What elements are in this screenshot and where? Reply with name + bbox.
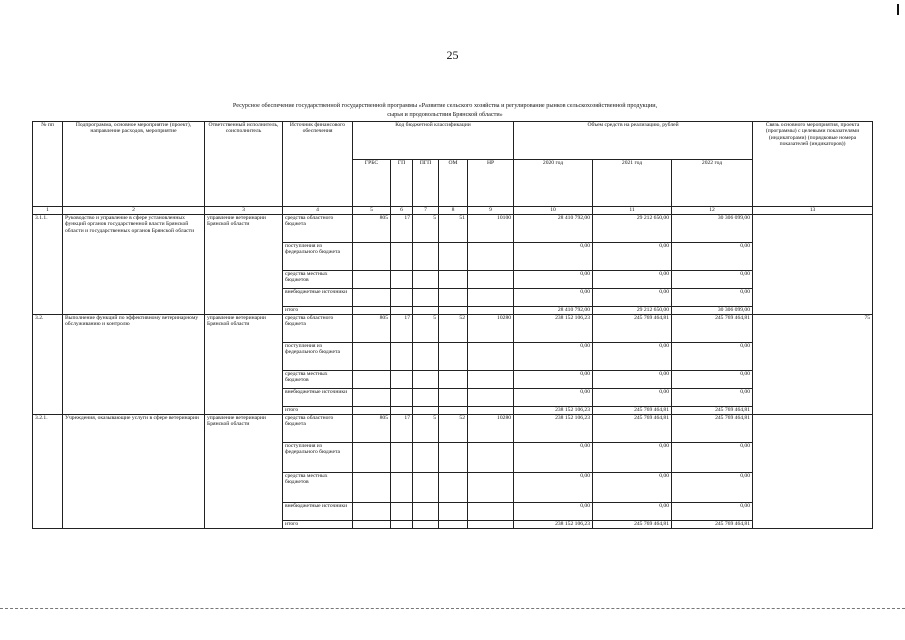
source-extra-budgetary: внебюджетные источники — [283, 503, 353, 521]
amount-2022: 0,00 — [672, 289, 753, 307]
title-line-1: Ресурсное обеспечение государственной государственной программы «Развитие сельского хозяйства и регулирование рынков сельскохозяйственной продукции, — [232, 102, 658, 109]
column-number: 11 — [593, 207, 672, 215]
code-grbs: 805 — [353, 315, 391, 343]
source-total: итого — [283, 307, 353, 315]
source-local: средства местных бюджетов — [283, 371, 353, 389]
code-pgp: 5 — [413, 415, 439, 443]
code-gp: 17 — [391, 315, 413, 343]
document-title — [150, 101, 740, 119]
header-2022: 2022 год — [672, 160, 753, 207]
amount-2020: 0,00 — [514, 289, 593, 307]
measure-name: Руководство и управление в сфере установленных функций органов государственной власти Брянской области и государственных органов Брянской области — [63, 215, 205, 315]
executor: управление ветеринарии Брянской области — [205, 215, 283, 315]
source-total: итого — [283, 521, 353, 529]
amount-2021: 0,00 — [593, 503, 672, 521]
indicator-link: 75 — [753, 315, 873, 415]
page-edge-mark — [897, 4, 899, 15]
amount-2022: 245 769 464,81 — [672, 415, 753, 443]
source-extra-budgetary: внебюджетные источники — [283, 289, 353, 307]
indicator-link — [753, 215, 873, 315]
code-gp: 17 — [391, 215, 413, 243]
resource-table — [32, 121, 873, 529]
column-number: 8 — [439, 207, 468, 215]
page-number: 25 — [446, 48, 459, 62]
header-volume: Объем средств на реализацию, рублей — [514, 122, 753, 160]
amount-2020: 0,00 — [514, 343, 593, 371]
amount-2022: 0,00 — [672, 389, 753, 407]
amount-2021: 29 212 650,00 — [593, 215, 672, 243]
amount-2022: 0,00 — [672, 343, 753, 371]
header-source: Источник финансового обеспечения — [283, 122, 353, 207]
row-number: 3.2. — [33, 315, 63, 415]
column-number: 4 — [283, 207, 353, 215]
header-executor: Ответственный исполнитель, соисполнитель — [205, 122, 283, 207]
source-regional: средства областного бюджета — [283, 215, 353, 243]
amount-2021: 245 769 464,81 — [593, 415, 672, 443]
row-number: 3.2.1. — [33, 415, 63, 529]
amount-2022: 0,00 — [672, 473, 753, 503]
amount-2022: 30 306 099,00 — [672, 215, 753, 243]
measure-name: Выполнение функций по эффективному ветеринарному обслуживанию и контролю — [63, 315, 205, 415]
total-2022: 245 769 464,81 — [672, 407, 753, 415]
scan-artifact-line — [0, 608, 905, 609]
code-gp: 17 — [391, 415, 413, 443]
amount-2020: 0,00 — [514, 371, 593, 389]
amount-2021: 0,00 — [593, 343, 672, 371]
amount-2020: 0,00 — [514, 389, 593, 407]
total-2021: 29 212 650,00 — [593, 307, 672, 315]
amount-2020: 0,00 — [514, 443, 593, 473]
source-federal: поступления из федерального бюджета — [283, 443, 353, 473]
column-number: 6 — [391, 207, 413, 215]
title-line-2: сырья и продовольствия Брянской области» — [387, 111, 503, 118]
header-om: ОМ — [439, 160, 468, 207]
amount-2022: 0,00 — [672, 371, 753, 389]
amount-2021: 0,00 — [593, 473, 672, 503]
amount-2020: 238 152 106,23 — [514, 415, 593, 443]
source-local: средства местных бюджетов — [283, 473, 353, 503]
header-2020: 2020 год — [514, 160, 593, 207]
source-local: средства местных бюджетов — [283, 271, 353, 289]
amount-2021: 0,00 — [593, 371, 672, 389]
code-grbs: 805 — [353, 215, 391, 243]
amount-2020: 238 152 106,23 — [514, 315, 593, 343]
indicator-link — [753, 415, 873, 529]
code-nr: 10280 — [468, 315, 514, 343]
header-gp: ГП — [391, 160, 413, 207]
header-name: Подпрограмма, основное мероприятие (проект), направление расходов, мероприятие — [63, 122, 205, 207]
code-om: 52 — [439, 315, 468, 343]
amount-2020: 0,00 — [514, 473, 593, 503]
total-2020: 238 152 106,23 — [514, 407, 593, 415]
code-pgp: 5 — [413, 315, 439, 343]
column-number: 9 — [468, 207, 514, 215]
source-federal: поступления из федерального бюджета — [283, 243, 353, 271]
amount-2021: 0,00 — [593, 271, 672, 289]
column-number: 12 — [672, 207, 753, 215]
executor: управление ветеринарии Брянской области — [205, 315, 283, 415]
header-indicator-link: Связь основного мероприятия, проекта (программы) с целевыми показателями (индикаторами) (порядковые номера показателей (индикаторов)) — [753, 122, 873, 207]
source-regional: средства областного бюджета — [283, 415, 353, 443]
amount-2022: 0,00 — [672, 243, 753, 271]
total-2021: 245 769 464,81 — [593, 407, 672, 415]
source-federal: поступления из федерального бюджета — [283, 343, 353, 371]
total-2020: 238 152 106,23 — [514, 521, 593, 529]
amount-2020: 0,00 — [514, 243, 593, 271]
amount-2020: 28 410 792,00 — [514, 215, 593, 243]
amount-2022: 0,00 — [672, 443, 753, 473]
header-nr: НР — [468, 160, 514, 207]
amount-2021: 245 769 464,81 — [593, 315, 672, 343]
table-row — [33, 415, 873, 443]
column-number: 2 — [63, 207, 205, 215]
amount-2022: 0,00 — [672, 503, 753, 521]
column-number: 5 — [353, 207, 391, 215]
source-total: итого — [283, 407, 353, 415]
column-number: 3 — [205, 207, 283, 215]
header-pgp: ПГП — [413, 160, 439, 207]
code-nr: 10280 — [468, 415, 514, 443]
column-number-row — [33, 207, 873, 215]
amount-2022: 245 769 464,81 — [672, 315, 753, 343]
total-2022: 30 306 099,00 — [672, 307, 753, 315]
code-nr: 10100 — [468, 215, 514, 243]
amount-2021: 0,00 — [593, 289, 672, 307]
column-number: 1 — [33, 207, 63, 215]
code-om: 52 — [439, 415, 468, 443]
total-2022: 245 769 464,81 — [672, 521, 753, 529]
table-row — [33, 215, 873, 243]
code-om: 51 — [439, 215, 468, 243]
code-grbs: 805 — [353, 415, 391, 443]
header-no: № пп — [33, 122, 63, 207]
column-number: 10 — [514, 207, 593, 215]
column-number: 7 — [413, 207, 439, 215]
column-number: 13 — [753, 207, 873, 215]
row-number: 3.1.1. — [33, 215, 63, 315]
amount-2021: 0,00 — [593, 443, 672, 473]
amount-2022: 0,00 — [672, 271, 753, 289]
code-pgp: 5 — [413, 215, 439, 243]
total-2021: 245 769 464,81 — [593, 521, 672, 529]
total-2020: 28 410 792,00 — [514, 307, 593, 315]
header-grbs: ГРБС — [353, 160, 391, 207]
header-budget-code: Код бюджетной классификации — [353, 122, 514, 160]
measure-name: Учреждения, оказывающие услуги в сфере ветеринарии — [63, 415, 205, 529]
header-2021: 2021 год — [593, 160, 672, 207]
executor: управление ветеринарии Брянской области — [205, 415, 283, 529]
amount-2021: 0,00 — [593, 389, 672, 407]
amount-2020: 0,00 — [514, 503, 593, 521]
source-extra-budgetary: внебюджетные источники — [283, 389, 353, 407]
source-regional: средства областного бюджета — [283, 315, 353, 343]
amount-2020: 0,00 — [514, 271, 593, 289]
table-row — [33, 315, 873, 343]
amount-2021: 0,00 — [593, 243, 672, 271]
